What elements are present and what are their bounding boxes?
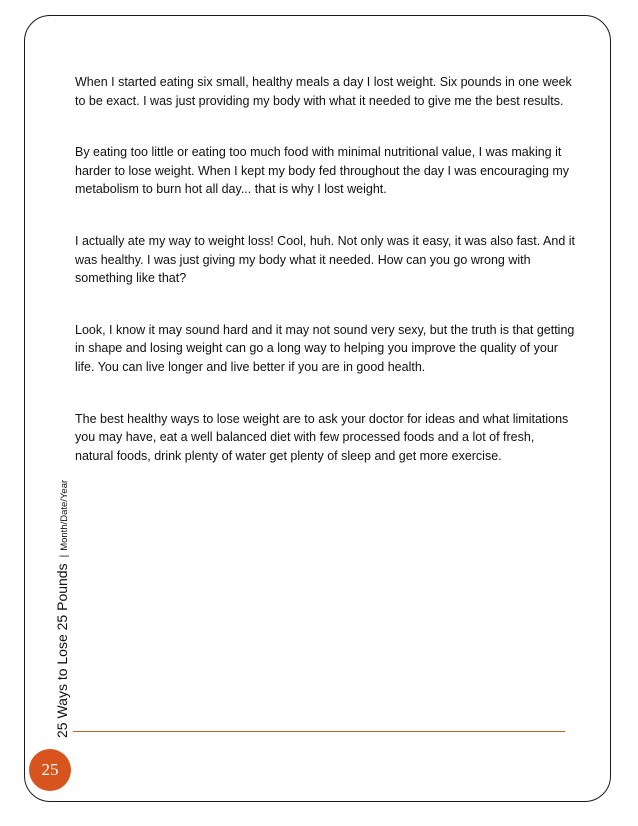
document-title: 25 Ways to Lose 25 Pounds xyxy=(54,563,70,738)
sidebar-title-block xyxy=(54,480,72,738)
date-placeholder: Month/Date/Year xyxy=(59,479,70,551)
paragraph: I actually ate my way to weight loss! Cool, huh. Not only was it easy, it was also fast. And it was healthy. I was just giving my body what it needed. How can you go wrong with something like that? xyxy=(75,233,575,286)
paragraph: When I started eating six small, healthy meals a day I lost weight. Six pounds in one week to be exact. I was just providing my body with what it needed to give me the best results. xyxy=(75,75,572,108)
body-text xyxy=(75,73,575,498)
paragraph: By eating too little or eating too much food with minimal nutritional value, I was making it harder to lose weight. When I kept my body fed throughout the day I was encouraging my metabolism to burn hot all day... that is why I lost weight. xyxy=(75,145,570,197)
paragraph: Look, I know it may sound hard and it may not sound very sexy, but the truth is that getting in shape and losing weight can go a long way to helping you improve the quality of your life. You can live longer and live better if you are in good health. xyxy=(75,322,575,374)
title-separator: | xyxy=(59,554,70,558)
page-number-badge xyxy=(29,749,71,791)
page-number: 25 xyxy=(41,760,59,779)
footer-rule xyxy=(73,731,565,732)
paragraph: The best healthy ways to lose weight are to ask your doctor for ideas and what limitations you may have, eat a well balanced diet with few processed foods and a lot of fresh, natural foods, drink plenty of water get plenty of sleep and get more exercise. xyxy=(75,411,569,463)
